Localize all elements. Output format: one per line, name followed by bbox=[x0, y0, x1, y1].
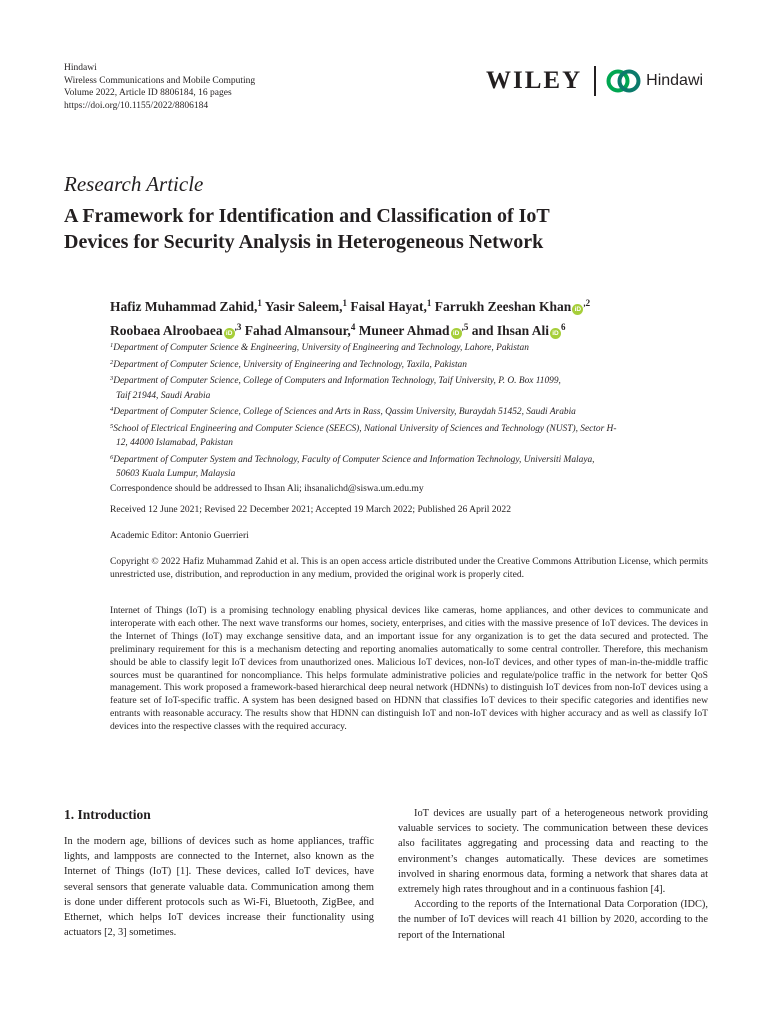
hindawi-rings-icon bbox=[606, 68, 642, 94]
affiliation-ref: 1 bbox=[342, 298, 348, 308]
affiliation bbox=[110, 372, 710, 389]
author-name[interactable]: Roobaea Alroobaea bbox=[110, 323, 223, 338]
article-title bbox=[64, 203, 704, 255]
affiliation-continuation: 50603 Kuala Lumpur, Malaysia bbox=[116, 469, 236, 479]
left-column bbox=[64, 834, 374, 940]
author-line-2 bbox=[110, 317, 590, 341]
academic-editor: Academic Editor: Antonio Guerrieri bbox=[110, 530, 249, 541]
affiliation bbox=[110, 356, 710, 373]
affiliation-text: School of Electrical Engineering and Computer Science (SEECS), National University of Sciences and Technology (NUST), Sector H- bbox=[113, 423, 617, 434]
affiliation-ref: 4 bbox=[350, 322, 356, 332]
affiliation-text: Department of Computer Science, College of Computers and Information Technology, Taif University, P. O. Box 11099, bbox=[113, 376, 561, 386]
affiliation-text: Department of Computer System and Technology, Faculty of Computer Science and Information Technology, Universiti Malaya, bbox=[113, 454, 595, 465]
author-list bbox=[110, 293, 590, 341]
affiliation-number: 5 bbox=[110, 422, 114, 430]
logo-divider bbox=[594, 66, 596, 96]
affiliation-text: Department of Computer Science, University of Engineering and Technology, Taxila, Pakistan bbox=[113, 359, 467, 370]
orcid-icon[interactable]: iD bbox=[451, 328, 462, 339]
title-line-1: A Framework for Identification and Classification of IoT bbox=[64, 205, 550, 227]
affiliation-ref: ,3 bbox=[234, 322, 242, 332]
affiliation-ref: 1 bbox=[426, 298, 432, 308]
journal-header bbox=[64, 62, 255, 112]
affiliation bbox=[110, 339, 710, 356]
volume-info: Volume 2022, Article ID 8806184, 16 pages bbox=[64, 88, 232, 98]
author-name[interactable]: Fahad Almansour, bbox=[241, 323, 351, 338]
affiliation-number: 4 bbox=[110, 406, 114, 413]
affiliation bbox=[110, 451, 710, 468]
affiliation-text: Department of Computer Science & Engineering, University of Engineering and Technology, Lahore, Pakistan bbox=[113, 343, 529, 353]
history-dates: Received 12 June 2021; Revised 22 December 2021; Accepted 19 March 2022; Published 26 April 2022 bbox=[110, 504, 511, 515]
affiliation bbox=[110, 420, 710, 437]
author-name[interactable]: Hafiz Muhammad Zahid, bbox=[110, 299, 258, 314]
affiliation-text: Department of Computer Science, College of Sciences and Arts in Rass, Qassim University, Buraydah 51452, Saudi Arabia bbox=[113, 407, 576, 417]
affiliation-number: 1 bbox=[110, 342, 114, 349]
affiliation-ref: 1 bbox=[257, 298, 262, 308]
author-name[interactable]: and Ihsan Ali bbox=[468, 323, 549, 338]
affiliation-number: 6 bbox=[110, 453, 114, 461]
affiliation-ref: 6 bbox=[561, 322, 566, 332]
body-paragraph: IoT devices are usually part of a heterogeneous network providing valuable services to society. The communication between these devices also facilitates aggregating and processing data and reacting to the environment’s changes automatically. These devices are sometimes involved in sharing enormous data, forming a network that shares data at extremely high rates throughout and in a continuous fashion [4]. bbox=[398, 808, 708, 896]
correspondence-note: Correspondence should be addressed to Ihsan Ali; ihsanalichd@siswa.um.edu.my bbox=[110, 483, 424, 494]
affiliation-ref: ,5 bbox=[461, 322, 469, 332]
publisher-logos bbox=[486, 64, 703, 98]
author-name[interactable]: Muneer Ahmad bbox=[355, 323, 450, 338]
journal-name: Wireless Communications and Mobile Computing bbox=[64, 75, 256, 86]
author-name[interactable]: Farrukh Zeeshan Khan bbox=[431, 299, 572, 314]
wiley-logo: WILEY bbox=[486, 67, 583, 94]
author-line-1 bbox=[110, 293, 590, 317]
affiliation-list bbox=[110, 339, 710, 482]
affiliation bbox=[110, 403, 710, 420]
affiliation-number: 2 bbox=[110, 358, 114, 366]
orcid-icon[interactable]: iD bbox=[224, 328, 235, 339]
affiliation-continuation: 12, 44000 Islamabad, Pakistan bbox=[116, 438, 233, 448]
abstract-text: Internet of Things (IoT) is a promising technology enabling physical devices like cameras, home appliances, and other devices to communicate and interoperate with each other. The next wave transforms our homes, society, enterprises, and cities with the massive presence of IoT devices. The devices in the Internet of Things (IoT) may exchange sensitive data, and an important issue for any organization is to get the data secured and protected. The preliminary requirement for this is a mechanism detecting and reporting anomalies automatically to some central controller. Therefore, this mechanism should be able to classify legit IoT devices from unauthorized ones. Malicious IoT devices, non-IoT devices, and other types of man-in-the-middle traffic sources must be quarantined for noncompliance. This helps formulate administrative policies and regulate/police traffic in the network for better QoS management. This work proposed a framework-based hierarchical deep neural network (HDNNs) to distinguish IoT devices from non-IoT devices using a feature set of IoT-specific traffic. A system has been designed based on HDNN that classifies IoT devices to their specific categories and identifies new entrants with reasonable accuracy. The results show that HDNN can distinguish IoT and non-IoT devices with higher accuracy and as well as classify IoT devices into the respective classes with the required accuracy. bbox=[110, 605, 708, 733]
publisher-name: Hindawi bbox=[64, 63, 97, 73]
section-heading: 1. Introduction bbox=[64, 807, 151, 822]
copyright-notice: Copyright © 2022 Hafiz Muhammad Zahid et al. This is an open access article distributed under the Creative Commons Attribution License, which permits unrestricted use, distribution, and reproduction in any medium, provided the original work is properly cited. bbox=[110, 556, 708, 580]
body-paragraph: In the modern age, billions of devices such as home appliances, traffic lights, and lampposts are connected to the Internet, also known as the Internet of Things (IoT) [1]. These devices, called IoT devices, have several sensors that generate valuable data. Communication among them is done under different protocols such as Wi-Fi, Bluetooth, ZigBee, and Ethernet, which helps IoT devices increase their functionality using actuators [2, 3] sometimes. bbox=[64, 836, 374, 939]
body-paragraph: According to the reports of the International Data Corporation (IDC), the number of IoT devices will reach 41 billion by 2020, according to the report of the International bbox=[398, 899, 708, 941]
author-name[interactable]: Yasir Saleem, bbox=[261, 299, 343, 314]
affiliation-ref: ,2 bbox=[583, 298, 591, 308]
affiliation-continuation: Taif 21944, Saudi Arabia bbox=[116, 390, 211, 401]
doi-link[interactable]: https://doi.org/10.1155/2022/8806184 bbox=[64, 100, 209, 111]
right-column bbox=[398, 806, 708, 943]
orcid-icon[interactable]: iD bbox=[572, 304, 583, 315]
hindawi-logo-text: Hindawi bbox=[646, 72, 704, 89]
title-line-2: Devices for Security Analysis in Heterogeneous Network bbox=[64, 231, 544, 253]
orcid-icon[interactable]: iD bbox=[550, 328, 561, 339]
author-name[interactable]: Faisal Hayat, bbox=[347, 299, 427, 314]
affiliation-number: 3 bbox=[110, 375, 114, 382]
article-type: Research Article bbox=[64, 172, 204, 196]
